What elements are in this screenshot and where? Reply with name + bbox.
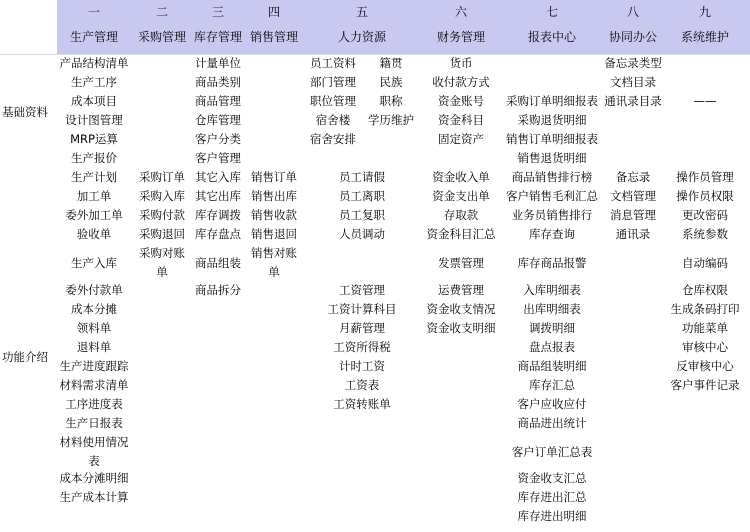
cell-item: 生产报价: [71, 151, 117, 165]
cell-item: 采购订单: [139, 170, 185, 184]
cell-item: 领料单: [76, 321, 112, 335]
cell-item: 客户事件记录: [670, 378, 740, 392]
cell-item: 工资所得税: [333, 340, 391, 354]
cell-item: 系统参数: [682, 227, 728, 241]
cell-item: 自动编码: [682, 256, 728, 270]
cell-item: 库存进出汇总: [517, 490, 587, 504]
cell-item: 采购对账: [139, 246, 185, 260]
cell-item: 委外付款单: [65, 283, 123, 297]
cell-item: ——: [693, 94, 717, 108]
cell-item: 消息管理: [610, 208, 656, 222]
cell-item: 职位管理: [310, 94, 356, 108]
cell-item: 客户分类: [195, 132, 241, 146]
cell-item: 操作员管理: [676, 170, 734, 184]
column-number: 七: [545, 5, 559, 19]
cell-item: 单: [156, 265, 168, 279]
cell-item: 采购退货明细: [517, 113, 587, 127]
cell-item: 商品销售排行榜: [511, 170, 593, 184]
cell-item: 销售退货明细: [517, 151, 587, 165]
cell-item: 工序进度表: [65, 397, 123, 411]
cell-item: 销售订单: [251, 170, 297, 184]
cell-item: 工资管理: [339, 283, 385, 297]
cell-item: 计量单位: [195, 56, 241, 70]
column-number: 六: [454, 5, 468, 19]
cell-item: 采购退回: [139, 227, 185, 241]
cell-item: 生产进度跟踪: [59, 359, 129, 373]
cell-item: 出库明细表: [523, 302, 581, 316]
cell-item: 功能菜单: [682, 321, 728, 335]
cell-item: 采购订单明细报表: [506, 94, 598, 108]
cell-item: 库存汇总: [529, 378, 575, 392]
cell-item: 验收单: [76, 227, 112, 241]
cell-item: 生产计划: [71, 170, 117, 184]
cell-item: 工资表: [344, 378, 380, 392]
cell-item: 学历维护: [368, 113, 414, 127]
cell-item: 盘点报表: [529, 340, 575, 354]
cell-item: 更改密码: [682, 208, 728, 222]
cell-item: 其它出库: [195, 189, 241, 203]
cell-item: 库存查询: [529, 227, 575, 241]
cell-item: 库存调拨: [195, 208, 241, 222]
row-label-function: 功能介绍: [2, 350, 48, 364]
column-title: 销售管理: [249, 30, 299, 44]
cell-item: 库存商品报警: [517, 256, 587, 270]
cell-item: 客户管理: [195, 151, 241, 165]
cell-item: 备忘录: [615, 170, 651, 184]
cell-item: 商品类别: [195, 75, 241, 89]
cell-item: 宿舍楼: [315, 113, 351, 127]
cell-item: 仓库管理: [195, 113, 241, 127]
cell-item: 加工单: [76, 189, 112, 203]
cell-item: 成本分滩明细: [59, 471, 129, 485]
cell-item: 工资转账单: [333, 397, 391, 411]
row-label-basic: 基础资料: [2, 105, 48, 119]
cell-item: 存取款: [443, 208, 479, 222]
cell-item: 操作员权限: [676, 189, 734, 203]
cell-item: 商品组装明细: [517, 359, 587, 373]
column-number: 二: [155, 5, 169, 19]
cell-item: 客户销售毛利汇总: [506, 189, 598, 203]
cell-item: 商品进出统计: [517, 416, 587, 430]
cell-item: 计时工资: [339, 359, 385, 373]
cell-item: 调拨明细: [529, 321, 575, 335]
column-title: 人力资源: [337, 30, 387, 44]
cell-item: 资金收入单: [432, 170, 490, 184]
cell-item: 通讯录: [615, 227, 651, 241]
column-number: 八: [626, 5, 640, 19]
cell-item: 文档目录: [610, 75, 656, 89]
cell-item: 入库明细表: [523, 283, 581, 297]
cell-item: 生产日报表: [65, 416, 123, 430]
column-number: 三: [211, 5, 225, 19]
cell-item: 库存进出明细: [517, 509, 587, 523]
cell-item: 商品组装: [195, 256, 241, 270]
cell-item: 资金收支情况: [426, 302, 496, 316]
cell-item: 表: [88, 454, 100, 468]
cell-item: 宿舍安排: [310, 132, 356, 146]
cell-item: 其它入库: [195, 170, 241, 184]
cell-item: 销售订单明细报表: [506, 132, 598, 146]
cell-item: 退料单: [76, 340, 112, 354]
cell-item: 销售收款: [251, 208, 297, 222]
column-title: 财务管理: [436, 30, 486, 44]
cell-item: 产品结构清单: [59, 56, 129, 70]
cell-item: 业务员销售排行: [511, 208, 593, 222]
column-number: 九: [698, 5, 712, 19]
cell-item: 商品管理: [195, 94, 241, 108]
cell-item: 运费管理: [438, 283, 484, 297]
cell-item: 文档管理: [610, 189, 656, 203]
cell-item: 销售对账: [251, 246, 297, 260]
cell-item: 通讯录目录: [604, 94, 662, 108]
cell-item: 客户订单汇总表: [511, 445, 593, 459]
column-number: 五: [355, 5, 369, 19]
cell-item: 客户应收应付: [517, 397, 587, 411]
cell-item: 固定资产: [438, 132, 484, 146]
cell-item: 材料使用情况: [59, 435, 129, 449]
column-title: 系统维护: [680, 30, 730, 44]
column-number: 一: [87, 5, 101, 19]
cell-item: 人员调动: [339, 227, 385, 241]
cell-item: 货币: [449, 56, 473, 70]
cell-item: 员工离职: [339, 189, 385, 203]
cell-item: 民族: [379, 75, 403, 89]
cell-item: 反审核中心: [676, 359, 734, 373]
cell-item: 仓库权限: [682, 283, 728, 297]
column-title: 采购管理: [137, 30, 187, 44]
cell-item: 库存盘点: [195, 227, 241, 241]
column-title: 库存管理: [193, 30, 243, 44]
cell-item: 资金科目汇总: [426, 227, 496, 241]
cell-item: 生成条码打印: [670, 302, 740, 316]
cell-item: 资金收支明细: [426, 321, 496, 335]
cell-item: 生产成本计算: [59, 490, 129, 504]
cell-item: 采购付款: [139, 208, 185, 222]
cell-item: 资金科目: [438, 113, 484, 127]
cell-item: 采购入库: [139, 189, 185, 203]
cell-item: 员工资料: [310, 56, 356, 70]
cell-item: 生产入库: [71, 256, 117, 270]
cell-item: 单: [268, 265, 280, 279]
cell-item: 月薪管理: [339, 321, 385, 335]
cell-item: 工资计算科目: [327, 302, 397, 316]
cell-item: 资金账号: [438, 94, 484, 108]
cell-item: 设计图管理: [65, 113, 123, 127]
cell-item: 成本分摊: [71, 302, 117, 316]
cell-item: 资金收支汇总: [517, 471, 587, 485]
cell-item: 成本项目: [71, 94, 117, 108]
cell-item: 材料需求清单: [59, 378, 129, 392]
cell-item: 员工请假: [339, 170, 385, 184]
column-number: 四: [267, 5, 281, 19]
cell-item: MRP运算: [70, 132, 118, 146]
cell-item: 籍贯: [379, 56, 403, 70]
cell-item: 审核中心: [682, 340, 728, 354]
cell-item: 委外加工单: [65, 208, 123, 222]
column-title: 生产管理: [69, 30, 119, 44]
cell-item: 部门管理: [310, 75, 356, 89]
cell-item: 发票管理: [438, 256, 484, 270]
cell-item: 商品拆分: [195, 283, 241, 297]
column-title: 协同办公: [608, 30, 658, 44]
column-title: 报表中心: [527, 30, 577, 44]
cell-item: 资金支出单: [432, 189, 490, 203]
cell-item: 职称: [379, 94, 403, 108]
cell-item: 备忘录类型: [604, 56, 662, 70]
cell-item: 生产工序: [71, 75, 117, 89]
cell-item: 销售出库: [251, 189, 297, 203]
cell-item: 收付款方式: [432, 75, 490, 89]
cell-item: 员工复职: [339, 208, 385, 222]
cell-item: 销售退回: [251, 227, 297, 241]
